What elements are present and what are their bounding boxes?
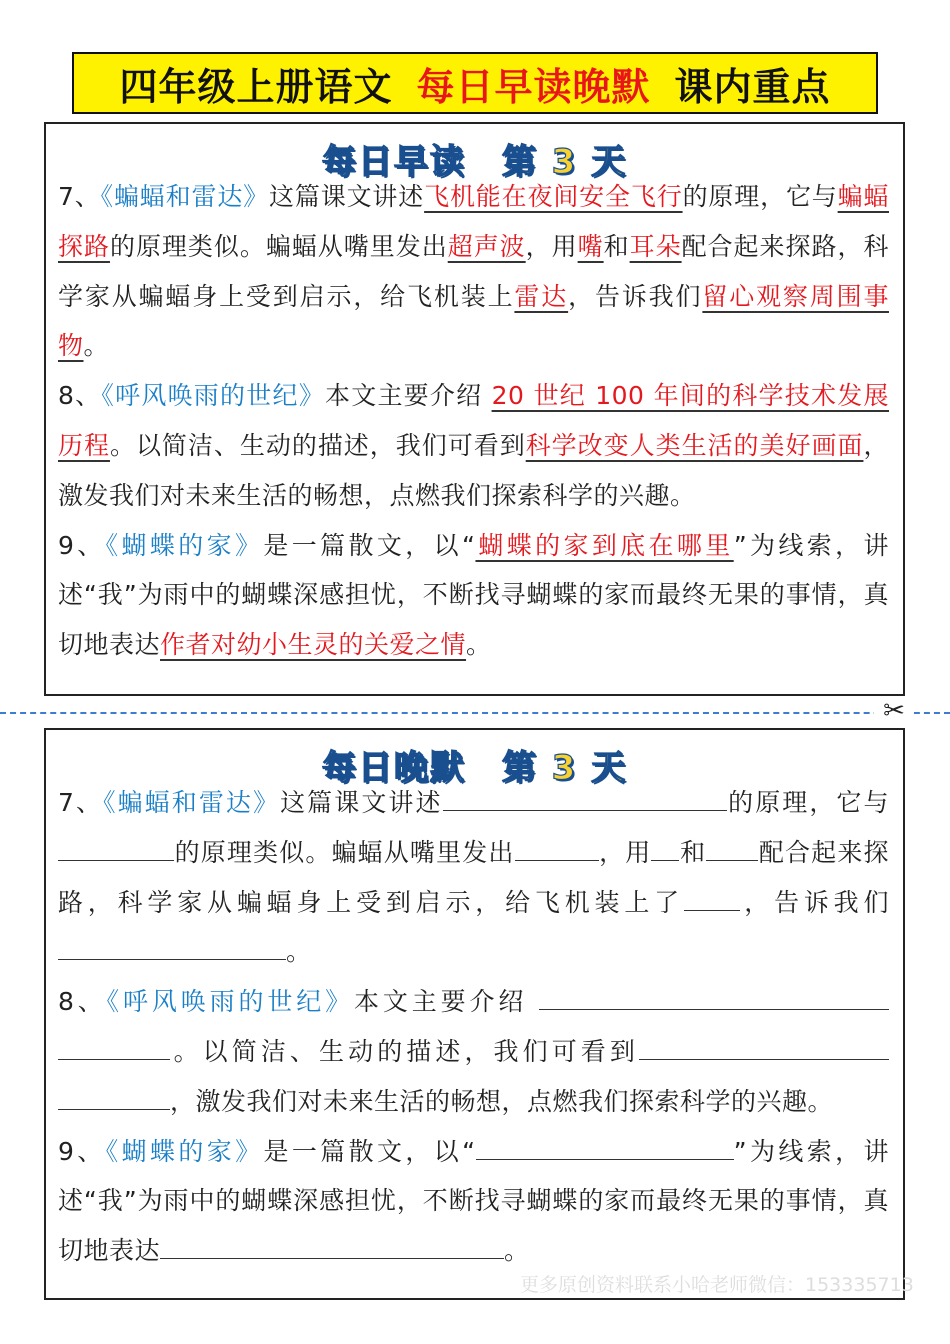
text: 的原理，它与 <box>682 182 838 211</box>
answer-blank[interactable] <box>684 888 740 911</box>
lesson-title: 《蝙蝠和雷达》 <box>103 788 281 817</box>
text: ，激发我们对未来生活的畅想，点燃我们探索科学的兴趣。 <box>58 430 889 510</box>
item-7 <box>58 778 889 977</box>
watermark: 更多原创资料联系小哈老师微信：153335713 <box>520 1274 914 1296</box>
lesson-title: 《蝙蝠和雷达》 <box>100 182 270 211</box>
answer: 科学改变人类生活的美好画面 <box>525 430 864 460</box>
lesson-title: 《蝴蝶的家》 <box>105 530 264 560</box>
answer-blank[interactable] <box>58 1087 170 1110</box>
text: 。以简洁、生动的描述，我们可看到 <box>109 430 526 460</box>
morning-day-label: 第 3 天 <box>501 142 628 182</box>
answer: 20 世纪 100 年间的科学技术发展历程 <box>58 381 889 460</box>
evening-day-label: 第 3 天 <box>501 748 628 788</box>
text: 。 <box>83 331 110 361</box>
text: 是一篇散文，以“ <box>263 530 476 560</box>
cut-line <box>0 712 950 714</box>
lesson-title: 《呼风唤雨的世纪》 <box>101 381 325 411</box>
answer-blank[interactable] <box>443 788 727 811</box>
answer-blank[interactable] <box>539 987 889 1010</box>
evening-dictation-box <box>44 728 905 1300</box>
item-8 <box>58 371 889 520</box>
answer: 嘴 <box>577 231 604 261</box>
answer: 耳朵 <box>629 231 682 261</box>
text: 配合起来探路，科学家从蝙蝠身上受到启示，给飞机装上了 <box>58 837 889 917</box>
item-8 <box>58 977 889 1126</box>
evening-content <box>58 778 889 1276</box>
page-banner <box>72 52 878 114</box>
text: ”为线索，讲述“我”为雨中的蝴蝶深感担忧，不断找寻蝴蝶的家而最终无果的事情，真切地表达 <box>58 530 889 660</box>
answer-blank[interactable] <box>651 838 679 861</box>
answer: 飞机能在夜间安全飞行 <box>424 182 683 211</box>
item-number: 9、 <box>58 530 106 560</box>
item-9 <box>58 521 889 670</box>
evening-title-label: 每日晚默 <box>321 748 466 788</box>
morning-content <box>58 172 889 670</box>
banner-focus: 课内重点 <box>674 64 831 109</box>
text: 配合起来探路，科学家从蝙蝠身上受到启示，给飞机装上 <box>58 231 889 311</box>
text: 。 <box>504 1236 530 1266</box>
text: 的原理，它与 <box>726 788 889 817</box>
text: 的原理类似。蝙蝠从嘴里发出 <box>109 231 448 261</box>
item-number: 8、 <box>58 987 107 1017</box>
answer-blank[interactable] <box>515 838 599 861</box>
text: ，用 <box>525 231 578 261</box>
scissors-icon: ✂ <box>874 698 914 724</box>
text: 和 <box>679 837 707 867</box>
text: 的原理类似。蝙蝠从嘴里发出 <box>174 837 515 867</box>
text: ，用 <box>598 837 652 867</box>
morning-title-label: 每日早读 <box>321 142 466 182</box>
text: ，激发我们对未来生活的畅想，点燃我们探索科学的兴趣。 <box>170 1086 834 1116</box>
text: 。 <box>286 937 312 967</box>
lesson-title: 《蝴蝶的家》 <box>105 1136 264 1166</box>
answer: 蝙蝠探路 <box>58 182 889 261</box>
item-number: 9、 <box>58 1136 106 1166</box>
text: 本文主要介绍 <box>324 381 492 411</box>
item-9 <box>58 1127 889 1276</box>
text: 和 <box>603 231 630 261</box>
text: 是一篇散文，以“ <box>263 1136 476 1166</box>
answer: 蝴蝶的家到底在哪里 <box>475 530 734 560</box>
answer-blank[interactable] <box>476 1137 734 1160</box>
text: 。 <box>466 630 492 660</box>
banner-grade: 四年级上册语文 <box>119 64 393 109</box>
answer: 雷达 <box>514 281 569 311</box>
banner-daily: 每日早读晚默 <box>416 64 651 109</box>
text: ，告诉我们 <box>568 281 703 311</box>
answer-blank[interactable] <box>58 937 286 960</box>
answer: 作者对幼小生灵的关爱之情 <box>160 630 467 660</box>
answer-blank[interactable] <box>58 838 174 861</box>
answer-blank[interactable] <box>706 838 758 861</box>
answer: 超声波 <box>447 231 526 261</box>
text: ，告诉我们 <box>739 887 889 917</box>
text: 这篇课文讲述 <box>269 182 425 211</box>
lesson-title: 《呼风唤雨的世纪》 <box>106 987 354 1017</box>
answer-blank[interactable] <box>160 1236 504 1259</box>
text: 本文主要介绍 <box>353 987 540 1017</box>
text: 。以简洁、生动的描述，我们可看到 <box>170 1036 639 1066</box>
item-number: 7、 <box>58 788 104 817</box>
text: ”为线索，讲述“我”为雨中的蝴蝶深感担忧，不断找寻蝴蝶的家而最终无果的事情，真切地表达 <box>58 1136 890 1266</box>
item-number: 8、 <box>58 381 102 411</box>
answer-blank[interactable] <box>58 1037 170 1060</box>
answer: 留心观察周围事物 <box>58 281 889 361</box>
item-7 <box>58 172 889 371</box>
answer-blank[interactable] <box>639 1037 889 1060</box>
morning-reading-box <box>44 122 905 696</box>
item-number: 7、 <box>58 182 101 211</box>
text: 这篇课文讲述 <box>280 788 443 817</box>
